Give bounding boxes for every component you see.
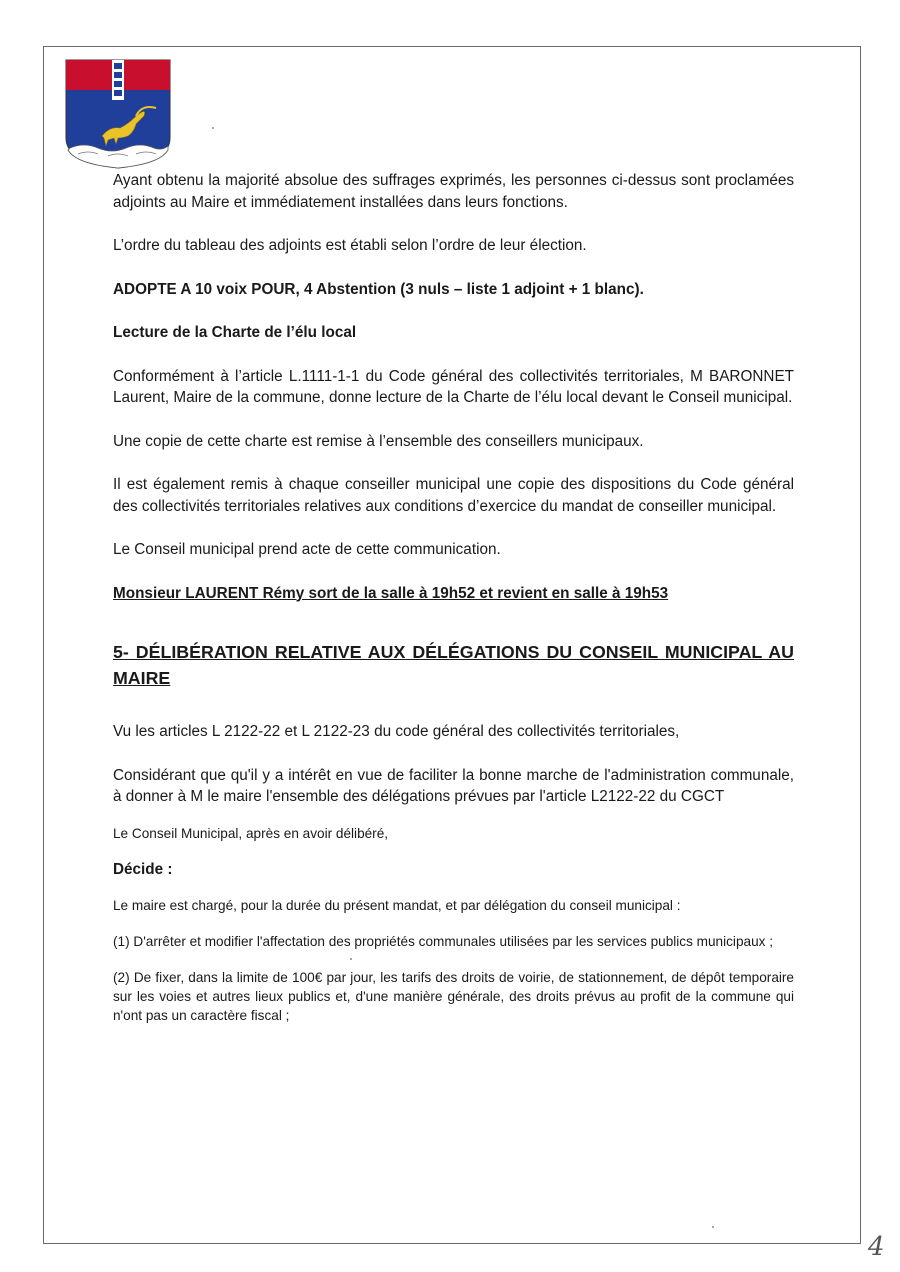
paragraph-dispositions: Il est également remis à chaque conseiller municipal une copie des dispositions du Code général des collectivités territoriales relatives aux conditions d’exercice du mandat de conseiller municipal.: [113, 476, 794, 515]
paragraph-prend-acte: Le Conseil municipal prend acte de cette communication.: [113, 541, 501, 558]
coat-of-arms-logo: [64, 58, 172, 170]
scan-speck: [350, 958, 352, 960]
page-number: 4: [868, 1232, 885, 1262]
paragraph-conformement: Conformément à l’article L.1111-1-1 du Code général des collectivités territoriales, M BARONNET Laurent, Maire de la commune, donne lecture de la Charte de l’élu local devant le Conseil municipal.: [113, 367, 794, 406]
paragraph-majorite: Ayant obtenu la majorité absolue des suffrages exprimés, les personnes ci-dessus sont proclamées adjoints au Maire et immédiatement installées dans leurs fonctions.: [113, 172, 794, 211]
scan-speck: [712, 1226, 714, 1228]
paragraph-ordre-tableau: L’ordre du tableau des adjoints est établi selon l’ordre de leur élection.: [113, 237, 587, 254]
paragraph-conseil-delibere: Le Conseil Municipal, après en avoir délibéré,: [113, 825, 389, 841]
decide-heading: Décide :: [113, 860, 173, 878]
section-5-title: 5- DÉLIBÉRATION RELATIVE AUX DÉLÉGATIONS DU CONSEIL MUNICIPAL AU MAIRE: [113, 642, 794, 688]
charte-heading: Lecture de la Charte de l’élu local: [113, 324, 357, 341]
paragraph-maire-charge: Le maire est chargé, pour la durée du présent mandat, et par délégation du conseil municipal :: [113, 898, 681, 913]
scan-speck: [212, 127, 214, 129]
member-movement-note: Monsieur LAURENT Rémy sort de la salle à 19h52 et revient en salle à 19h53: [113, 584, 669, 602]
paragraph-vu-articles: Vu les articles L 2122-22 et L 2122-23 du code général des collectivités territoriales,: [113, 723, 680, 740]
paragraph-considerant: Considérant que qu'il y a intérêt en vue de faciliter la bonne marche de l'administration communale, à donner à M le maire l'ensemble des délégations prévues par l'article L2122-22 du CGCT: [113, 766, 794, 805]
delegation-item-2: (2) De fixer, dans la limite de 100€ par jour, les tarifs des droits de voirie, de stationnement, de dépôt temporaire sur les voies et autres lieux publics et, d'une manière générale, des droits prévus au profit de la commune qui n'ont pas un caractère fiscal ;: [113, 970, 794, 1023]
vote-result: ADOPTE A 10 voix POUR, 4 Abstention (3 nuls – liste 1 adjoint + 1 blanc).: [113, 280, 644, 298]
paragraph-copie-charte: Une copie de cette charte est remise à l’ensemble des conseillers municipaux.: [113, 432, 644, 450]
page-content: [113, 170, 794, 1025]
delegation-item-1: (1) D'arrêter et modifier l'affectation des propriétés communales utilisées par les services publics municipaux ;: [113, 934, 773, 949]
